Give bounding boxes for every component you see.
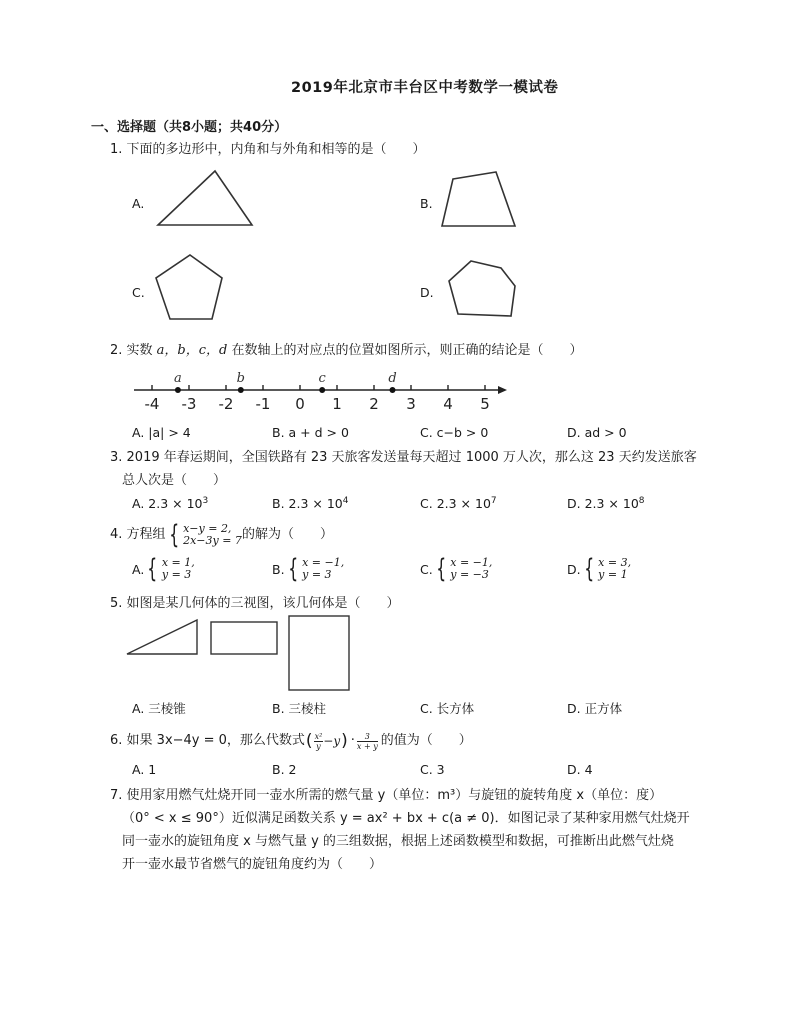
q3-b-label: B.	[272, 496, 289, 512]
page-title: 2019年北京市丰台区中考数学一模试卷	[291, 80, 559, 96]
number-line-tick-label: 5	[480, 395, 490, 413]
q1-option-a-label: A.	[132, 196, 145, 211]
q3-d-base: 2.3 × 10	[584, 496, 639, 512]
q4-b-l2: y = 3	[302, 568, 332, 581]
q1-quadrilateral-shape	[438, 166, 528, 231]
q4-option-b	[272, 556, 344, 582]
q5-side-view-rectangle	[209, 620, 279, 656]
q4-b-system: { x = −1, y = 3	[287, 554, 345, 584]
q6-fraction-2	[357, 732, 378, 751]
q6-f1-den: y	[316, 741, 321, 751]
question-7-line-2: （0° < x ≤ 90°）近似满足函数关系 y = ax² + bx + c(a ≠ 0)．如图记录了某种家用燃气灶烧开	[122, 811, 690, 826]
section-heading: 一、选择题（共8小题；共40分）	[91, 120, 288, 135]
number-line-tick-label: 0	[295, 395, 305, 413]
q6-left-paren: (	[305, 731, 313, 751]
question-1-stem: 1. 下面的多边形中，内角和与外角和相等的是（ ）	[110, 142, 426, 157]
q6-stem-post: 的值为（ ）	[380, 733, 472, 748]
q2-option-d: D. ad > 0	[567, 425, 627, 440]
q4-stem-pre: 4. 方程组	[110, 527, 166, 542]
number-line-tick-label: -3	[181, 395, 197, 413]
q3-b-base: 2.3 × 10	[288, 496, 343, 512]
q5-front-view-triangle	[124, 618, 200, 658]
q4-a-label: A.	[132, 561, 145, 577]
question-3-line-1: 3. 2019 年春运期间，全国铁路有 23 天旅客发送量每天超过 1000 万人次，那么这 23 天约发送旅客	[110, 450, 697, 465]
q3-option-d	[567, 496, 645, 511]
number-line-point-label-c: c	[318, 371, 326, 386]
q2-stem-vars: a，b，c，d	[156, 343, 228, 358]
question-5-stem: 5. 如图是某几何体的三视图，该几何体是（ ）	[110, 596, 400, 611]
q3-b-exp: 4	[342, 496, 349, 506]
q3-c-base: 2.3 × 10	[436, 496, 491, 512]
q3-a-exp: 3	[202, 496, 209, 506]
q4-stem-post: 的解为（ ）	[241, 527, 333, 542]
question-7-line-4: 开一壶水最节省燃气的旋钮角度约为（ ）	[122, 857, 383, 872]
q5-option-d: D. 正方体	[567, 701, 623, 716]
question-3-line-2: 总人次是（ ）	[122, 473, 227, 488]
q6-option-c: C. 3	[420, 762, 445, 777]
q3-a-label: A.	[132, 496, 149, 512]
q4-c-system: { x = −1, y = −3	[436, 554, 493, 584]
number-line-tick-label: -4	[144, 395, 160, 413]
q2-option-b: B. a + d > 0	[272, 425, 349, 440]
q4-system: { x−y = 2, 2x−3y = 7	[168, 520, 242, 550]
number-line-point-d	[390, 387, 396, 393]
q4-c-l1: x = −1,	[450, 556, 493, 569]
q6-f2-num: 3	[357, 732, 378, 742]
number-line-point-b	[238, 387, 244, 393]
q1-option-d-label: D.	[420, 285, 434, 300]
q5-option-a: A. 三棱锥	[132, 701, 186, 716]
number-line-tick-label: 2	[369, 395, 379, 413]
number-line-tick-label: -1	[255, 395, 271, 413]
q3-option-c	[420, 496, 497, 511]
number-line-tick-label: -2	[218, 395, 234, 413]
q3-c-exp: 7	[490, 496, 497, 506]
q3-option-b	[272, 496, 348, 511]
q1-option-b-label: B.	[420, 196, 433, 211]
number-line-tick-label: 4	[443, 395, 453, 413]
number-line-point-a	[175, 387, 181, 393]
q2-stem-post: 在数轴上的对应点的位置如图所示，则正确的结论是（ ）	[227, 343, 583, 358]
q4-option-c	[420, 556, 492, 582]
number-line-tick-label: 1	[332, 395, 342, 413]
q6-right-paren: )	[341, 731, 348, 751]
q4-a-l1: x = 1,	[161, 556, 195, 569]
q4-b-label: B.	[272, 561, 285, 577]
q6-option-b: B. 2	[272, 762, 297, 777]
number-line-point-label-b: b	[236, 371, 245, 386]
q4-system-eq1: x−y = 2,	[183, 522, 232, 535]
q6-option-d: D. 4	[567, 762, 593, 777]
q4-b-l1: x = −1,	[302, 556, 345, 569]
q4-c-label: C.	[420, 561, 433, 577]
q5-option-b: B. 三棱柱	[272, 701, 327, 716]
number-line-point-label-d: d	[388, 371, 397, 386]
q2-stem-pre: 2. 实数	[110, 343, 157, 358]
question-6-stem	[110, 729, 472, 753]
number-line-point-c	[319, 387, 325, 393]
q1-pentagon-shape	[150, 250, 230, 325]
q4-d-label: D.	[567, 561, 581, 577]
q1-option-c-label: C.	[132, 285, 145, 300]
q6-dot: ·	[350, 733, 355, 748]
q4-d-system: { x = 3, y = 1	[583, 554, 632, 584]
number-line-arrow	[498, 386, 507, 394]
q6-f2-den: x + y	[356, 741, 378, 751]
q4-a-l2: y = 3	[161, 568, 192, 581]
q4-option-a	[132, 556, 195, 582]
q5-option-c: C. 长方体	[420, 701, 475, 716]
question-2-stem	[110, 339, 583, 363]
q2-option-a: A. |a| > 4	[132, 425, 191, 440]
number-line	[130, 364, 510, 416]
question-4-stem	[110, 522, 333, 548]
q6-stem-pre: 6. 如果 3x−4y = 0，那么代数式	[110, 733, 305, 748]
q2-option-c: C. c−b > 0	[420, 425, 489, 440]
q3-d-exp: 8	[638, 496, 645, 506]
q4-system-eq2: 2x−3y = 7	[183, 534, 242, 547]
q3-a-base: 2.3 × 10	[148, 496, 203, 512]
q6-f1-num: x²	[314, 731, 323, 741]
question-7-line-1: 7. 使用家用燃气灶烧开同一壶水所需的燃气量 y（单位：m³）与旋钮的旋转角度 x（单位：度）	[110, 788, 663, 803]
number-line-point-label-a: a	[174, 371, 182, 386]
q4-d-l1: x = 3,	[598, 556, 632, 569]
q6-fraction-1	[314, 732, 324, 751]
q6-mid: −y	[323, 734, 341, 748]
q4-a-system: { x = 1, y = 3	[147, 554, 195, 584]
q4-d-l2: y = 1	[598, 568, 628, 581]
q1-hexagon-shape	[443, 256, 523, 326]
q1-triangle-shape	[150, 168, 260, 233]
q4-option-d	[567, 556, 631, 582]
q3-option-a	[132, 496, 208, 511]
q3-c-label: C.	[420, 496, 437, 512]
question-7-line-3: 同一壶水的旋钮角度 x 与燃气量 y 的三组数据，根据上述函数模型和数据，可推断出此燃气灶烧	[122, 834, 674, 849]
number-line-tick-label: 3	[406, 395, 416, 413]
q4-c-l2: y = −3	[450, 568, 489, 581]
q6-option-a: A. 1	[132, 762, 157, 777]
q5-top-view-rectangle	[287, 614, 351, 692]
q3-d-label: D.	[567, 496, 585, 512]
